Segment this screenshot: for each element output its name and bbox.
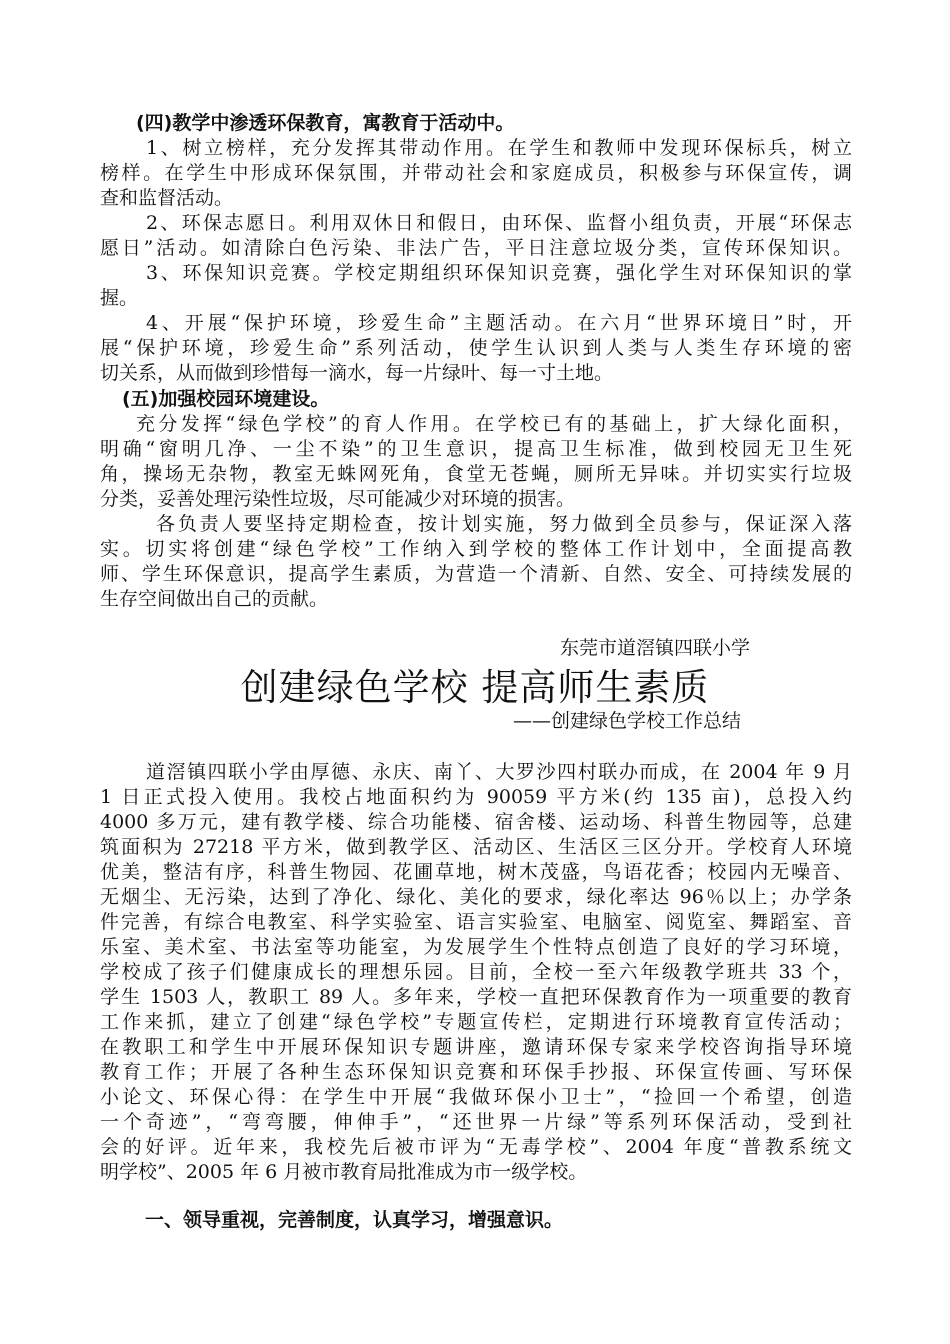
paragraph-line: 榜样。在学生中形成环保氛围，并带动社会和家庭成员，积极参与环保宣传，调 — [100, 162, 852, 184]
paragraph-line: 充分发挥“绿色学校”的育人作用。在学校已有的基础上，扩大绿化面积， — [136, 413, 852, 435]
paragraph-line: 愿日”活动。如清除白色污染、非法广告，平日注意垃圾分类，宣传环保知识。 — [100, 237, 852, 259]
paragraph-line: 明学校”、2005 年 6 月被市教育局批准成为市一级学校。 — [100, 1161, 588, 1183]
paragraph-line: 学校成了孩子们健康成长的理想乐园。目前，全校一至六年级教学班共 33 个， — [100, 961, 852, 983]
document-subtitle: ——创建绿色学校工作总结 — [513, 710, 742, 732]
paragraph-line: 道滘镇四联小学由厚德、永庆、南丫、大罗沙四村联办而成，在 2004 年 9 月 — [146, 761, 852, 783]
paragraph-line: 展“保护环境，珍爱生命”系列活动，使学生认识到人类与人类生存环境的密 — [100, 337, 852, 359]
paragraph-line: 乐室、美术室、书法室等功能室，为发展学生个性特点创造了良好的学习环境， — [100, 936, 852, 958]
paragraph-line: 角，操场无杂物，教室无蛛网死角，食堂无苍蝇，厕所无异味。并切实实行垃圾 — [100, 463, 852, 485]
paragraph-line: 无烟尘、无污染，达到了净化、绿化、美化的要求，绿化率达 96％以上；办学条 — [100, 886, 852, 908]
section-1-heading: 一、领导重视，完善制度，认真学习，增强意识。 — [145, 1209, 564, 1231]
paragraph-line: 师、学生环保意识，提高学生素质，为营造一个清新、自然、安全、可持续发展的 — [100, 563, 852, 585]
paragraph-line: 1、树立榜样，充分发挥其带动作用。在学生和教师中发现环保标兵，树立 — [146, 137, 852, 159]
paragraph-line: 明确“窗明几净、一尘不染”的卫生意识，提高卫生标准，做到校园无卫生死 — [100, 438, 852, 460]
paragraph-line: 2、环保志愿日。利用双休日和假日，由环保、监督小组负责，开展“环保志 — [146, 212, 852, 234]
summary-paragraph — [100, 760, 852, 1185]
paragraph-line: 查和监督活动。 — [100, 187, 234, 209]
paragraph-line: 小论文、环保心得：在学生中开展“我做环保小卫士”，“捡回一个希望，创造 — [100, 1086, 852, 1108]
document-title: 创建绿色学校 提高师生素质 — [240, 666, 710, 709]
paragraph-line: 在教职工和学生中开展环保知识专题讲座，邀请环保专家来学校咨询指导环境 — [100, 1036, 852, 1058]
paragraph-line: 3、环保知识竞赛。学校定期组织环保知识竞赛，强化学生对环保知识的掌 — [146, 262, 852, 284]
paragraph-line: 一个奇迹”，“弯弯腰，伸伸手”，“还世界一片绿”等系列环保活动，受到社 — [100, 1111, 852, 1133]
paragraph-line: 1 日正式投入使用。我校占地面积约为 90059 平方米(约 135 亩)，总投入约 — [100, 786, 852, 808]
paragraph-line: 切关系，从而做到珍惜每一滴水，每一片绿叶、每一寸土地。 — [100, 362, 614, 384]
paragraph-line: 4、开展“保护环境，珍爱生命”主题活动。在六月“世界环境日”时，开 — [146, 312, 852, 334]
paragraph-line: 学生 1503 人，教职工 89 人。多年来，学校一直把环保教育作为一项重要的教育 — [100, 986, 852, 1008]
paragraph-line: 件完善，有综合电教室、科学实验室、语言实验室、电脑室、阅览室、舞蹈室、音 — [100, 911, 852, 933]
paragraph-line: 工作来抓，建立了创建“绿色学校”专题宣传栏，定期进行环境教育宣传活动； — [100, 1011, 852, 1033]
paragraph-line: 握。 — [100, 287, 139, 309]
paragraph-line: 会的好评。近年来，我校先后被市评为“无毒学校”、2004 年度“普教系统文 — [100, 1136, 852, 1158]
paragraph-line: 筑面积为 27218 平方米，做到教学区、活动区、生活区三区分开。学校育人环境 — [100, 836, 852, 858]
paragraph-line: 分类，妥善处理污染性垃圾，尽可能减少对环境的损害。 — [100, 488, 576, 510]
paragraph-line: 4000 多万元，建有教学楼、综合功能楼、宿舍楼、运动场、科普生物园等，总建 — [100, 811, 852, 833]
section-5-heading: (五)加强校园环境建设。 — [122, 388, 330, 410]
paragraph-line: 优美，整洁有序，科普生物园、花圃草地，树木茂盛，鸟语花香；校园内无噪音、 — [100, 861, 852, 883]
school-signature: 东莞市道滘镇四联小学 — [560, 637, 751, 659]
paragraph-line: 实。切实将创建“绿色学校”工作纳入到学校的整体工作计划中，全面提高教 — [100, 538, 852, 560]
paragraph-line: 生存空间做出自己的贡献。 — [100, 588, 329, 610]
paragraph-line: 教育工作；开展了各种生态环保知识竞赛和环保手抄报、环保宣传画、写环保 — [100, 1061, 852, 1083]
document-top — [100, 110, 852, 612]
section-4-heading: (四)教学中渗透环保教育，寓教育于活动中。 — [136, 112, 515, 134]
paragraph-line: 各负责人要坚持定期检查，按计划实施，努力做到全员参与，保证深入落 — [156, 513, 852, 535]
